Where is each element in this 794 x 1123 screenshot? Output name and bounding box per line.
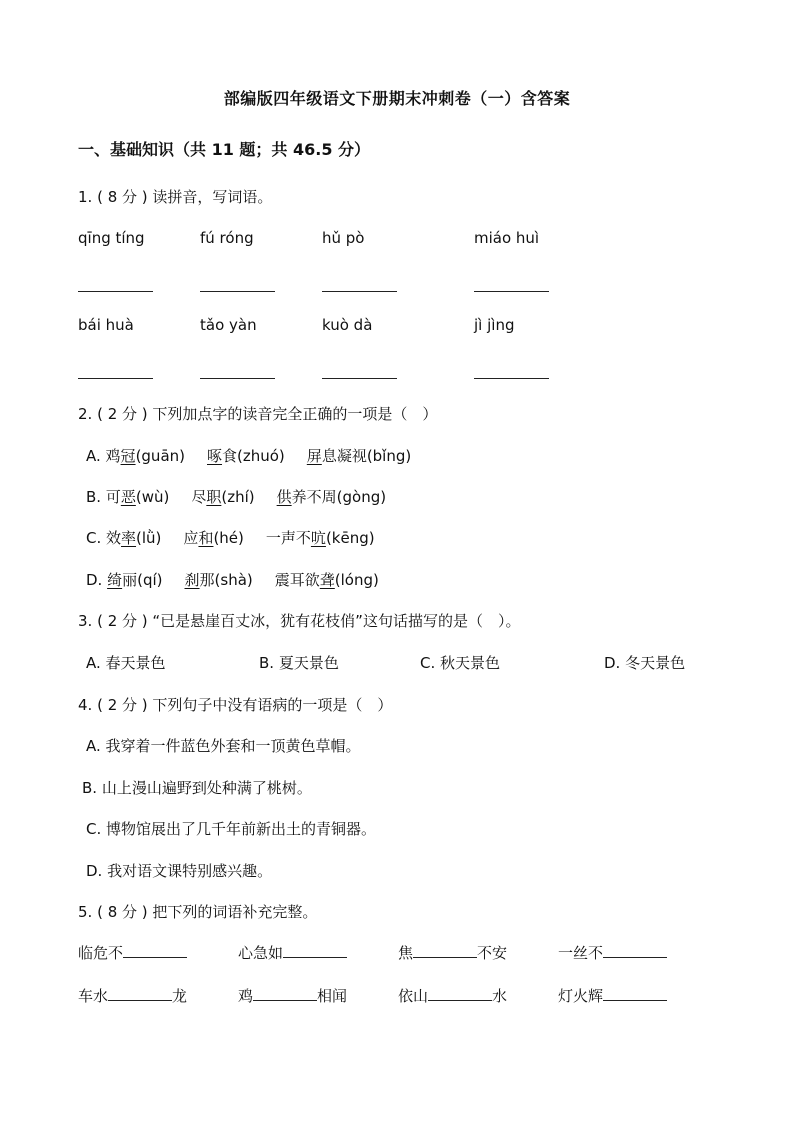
- pinyin-item: fú róng: [200, 229, 254, 247]
- pinyin-item: jì jìng: [474, 316, 515, 334]
- answer-blank[interactable]: [428, 986, 492, 1001]
- choice-c[interactable]: C. 效率(lǜ) 应和(hé) 一声不吭(kēng): [86, 529, 375, 547]
- question-4-stem: 4. ( 2 分 ) 下列句子中没有语病的一项是（ ）: [78, 696, 393, 714]
- answer-blank[interactable]: [603, 943, 667, 958]
- choice-c[interactable]: C. 博物馆展出了几千年前新出土的青铜器。: [86, 820, 377, 838]
- pinyin-item: qīng tíng: [78, 229, 145, 247]
- page-title: 部编版四年级语文下册期末冲刺卷（一）含答案: [223, 89, 571, 108]
- pinyin-item: kuò dà: [322, 316, 373, 334]
- answer-blank[interactable]: [108, 986, 172, 1001]
- choice-c[interactable]: C. 秋天景色: [420, 654, 501, 672]
- idiom-fill: 车水 龙: [78, 987, 188, 1005]
- answer-blank[interactable]: [283, 943, 347, 958]
- pinyin-item: miáo huì: [474, 229, 540, 247]
- idiom-fill: 临危不: [78, 942, 187, 963]
- answer-blank[interactable]: [322, 291, 397, 292]
- answer-blank[interactable]: [123, 943, 187, 958]
- choice-d[interactable]: D. 冬天景色: [604, 654, 686, 672]
- answer-blank[interactable]: [200, 378, 275, 379]
- answer-blank[interactable]: [253, 986, 317, 1001]
- idiom-fill: 焦 不安: [398, 944, 508, 962]
- question-5-stem: 5. ( 8 分 ) 把下列的词语补充完整。: [78, 903, 318, 921]
- answer-blank[interactable]: [413, 943, 477, 958]
- question-2-stem: 2. ( 2 分 ) 下列加点字的读音完全正确的一项是（ ）: [78, 405, 438, 423]
- answer-blank[interactable]: [78, 378, 153, 379]
- choice-d[interactable]: D. 我对语文课特别感兴趣。: [86, 862, 273, 880]
- pinyin-item: hǔ pò: [322, 229, 365, 247]
- choice-b[interactable]: B. 夏天景色: [259, 654, 339, 672]
- idiom-fill: 一丝不: [558, 942, 667, 963]
- choice-b[interactable]: B. 山上漫山遍野到处种满了桃树。: [82, 779, 312, 797]
- choice-a[interactable]: A. 鸡冠(guān) 啄食(zhuó) 屏息凝视(bǐng): [86, 447, 412, 465]
- choice-a[interactable]: A. 我穿着一件蓝色外套和一顶黄色草帽。: [86, 737, 361, 755]
- idiom-fill: 依山 水: [398, 987, 508, 1005]
- idiom-fill: 灯火辉: [558, 985, 667, 1006]
- answer-blank[interactable]: [78, 291, 153, 292]
- answer-blank[interactable]: [322, 378, 397, 379]
- idiom-fill: 心急如: [238, 942, 347, 963]
- question-1-stem: 1. ( 8 分 ) 读拼音，写词语。: [78, 188, 273, 206]
- answer-blank[interactable]: [474, 378, 549, 379]
- answer-blank[interactable]: [200, 291, 275, 292]
- idiom-fill: 鸡 相闻: [238, 987, 348, 1005]
- answer-blank[interactable]: [603, 986, 667, 1001]
- choice-d[interactable]: D. 绮丽(qí) 刹那(shà) 震耳欲聋(lóng): [86, 571, 379, 589]
- pinyin-item: tǎo yàn: [200, 316, 257, 334]
- choice-b[interactable]: B. 可恶(wù) 尽职(zhí) 供养不周(gòng): [86, 488, 387, 506]
- answer-blank[interactable]: [474, 291, 549, 292]
- pinyin-item: bái huà: [78, 316, 134, 334]
- question-3-stem: 3. ( 2 分 ) “已是悬崖百丈冰，犹有花枝俏”这句话描写的是（ ）。: [78, 612, 521, 630]
- choice-a[interactable]: A. 春天景色: [86, 654, 166, 672]
- section-heading: 一、基础知识（共 11 题；共 46.5 分）: [78, 140, 371, 159]
